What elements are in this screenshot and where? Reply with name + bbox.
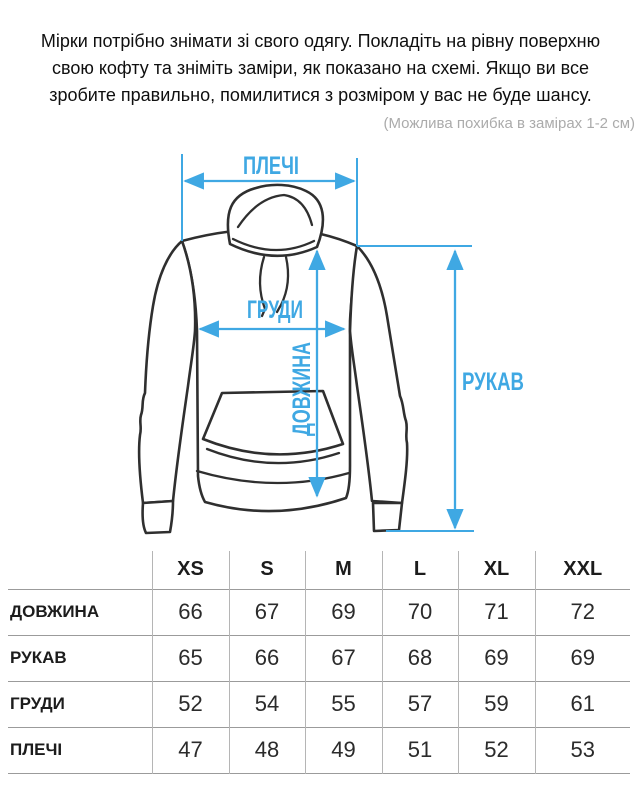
measurement-row [8,727,630,773]
hoodie-outline [139,185,407,533]
hoodie-torso [182,229,357,511]
measurement-row [8,589,630,635]
size-column-header: XXL [535,551,630,589]
length-label: ДОВЖИНА [288,304,316,436]
size-value-cell: 68 [382,635,458,681]
tolerance-note: (Можлива похибка в замірах 1-2 см) [383,115,635,132]
size-value-cell: 48 [229,727,305,773]
measurement-row-label: ДОВЖИНА [10,602,100,621]
diagram-svg [0,139,641,551]
size-column-header: L [382,551,458,589]
size-column-header: M [305,551,382,589]
size-value-cell: 66 [152,589,229,635]
size-value-cell: 52 [458,727,535,773]
size-table-head [8,551,630,589]
measurement-row-label: ПЛЕЧІ [10,740,63,759]
sleeve-label: РУКАВ [462,368,524,396]
right-cuff [373,503,402,531]
intro-text: Мірки потрібно знімати зі свого одягу. Покладіть на рівну поверхню свою кофту та зніміть заміри, як показано на схемі. Якщо ви все зробите правильно, помилитися з розміром у вас не буде шансу. [40,31,601,105]
size-table-body [8,589,630,773]
size-value-cell: 69 [305,589,382,635]
size-value-cell: 47 [152,727,229,773]
corner-cell [8,551,152,589]
right-sleeve [350,246,407,503]
hoodie-measurement-diagram [0,139,641,551]
size-value-cell: 59 [458,681,535,727]
size-value-cell: 53 [535,727,630,773]
measurement-row [8,681,630,727]
kangaroo-pocket [203,391,343,454]
measurement-row-label: РУКАВ [10,648,67,667]
size-value-cell: 66 [229,635,305,681]
size-value-cell: 52 [152,681,229,727]
size-value-cell: 57 [382,681,458,727]
measurement-row [8,635,630,681]
size-value-cell: 71 [458,589,535,635]
size-column-header: S [229,551,305,589]
size-value-cell: 55 [305,681,382,727]
size-value-cell: 65 [152,635,229,681]
chest-label: ГРУДИ [247,296,303,324]
measurement-row-label: ГРУДИ [10,694,65,713]
size-column-header: XS [152,551,229,589]
size-value-cell: 69 [458,635,535,681]
size-value-cell: 70 [382,589,458,635]
size-value-cell: 51 [382,727,458,773]
left-sleeve [139,241,195,503]
size-value-cell: 54 [229,681,305,727]
size-table-head-row [8,551,630,589]
size-value-cell: 61 [535,681,630,727]
size-value-cell: 72 [535,589,630,635]
size-value-cell: 69 [535,635,630,681]
size-value-cell: 49 [305,727,382,773]
left-cuff [143,501,173,533]
size-column-header: XL [458,551,535,589]
size-value-cell: 67 [229,589,305,635]
size-value-cell: 67 [305,635,382,681]
shoulders-label: ПЛЕЧІ [243,152,299,180]
size-table [8,551,630,774]
